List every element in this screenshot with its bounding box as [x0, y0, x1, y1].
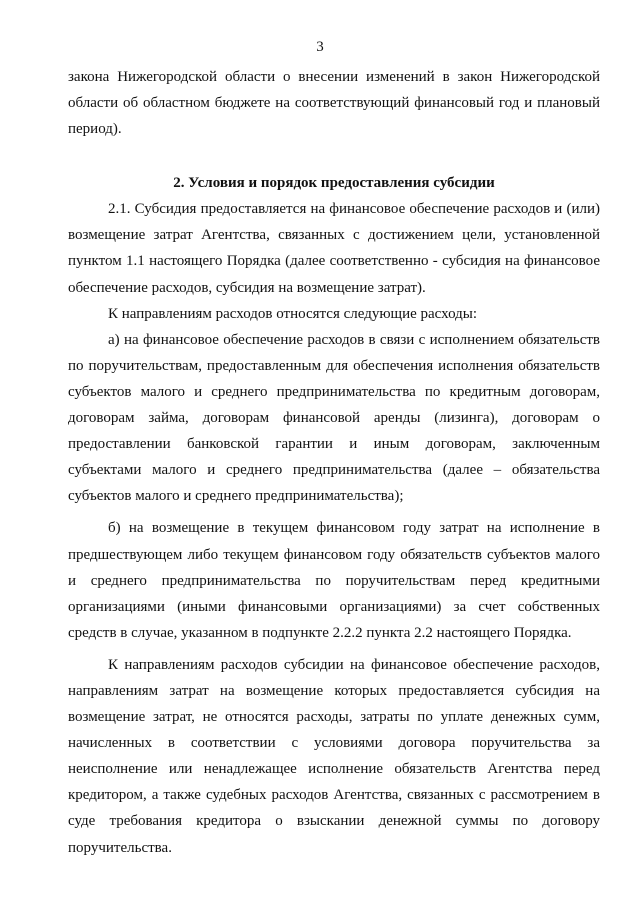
paragraph-expense-directions: К направлениям расходов относятся следующие расходы:	[108, 305, 478, 322]
paragraph-2-1: 2.1. Субсидия предоставляется на финансовое обеспечение расходов и (или) возмещение затрат Агентства, связанных с достижением цели, установленной пунктом 1.1 настоящего Порядка (далее соответственно - субсидия на финансовое обеспечение расходов, субсидия на возмещение затрат).	[68, 201, 600, 296]
paragraph-item-a: а) на финансовое обеспечение расходов в связи с исполнением обязательств по поручительствам, предоставленным для обеспечения исполнения обязательств субъектов малого и среднего предпринимательства по кредитным договорам, договорам займа, договорам финансовой аренды (лизинга), договорам о предоставлении банковской гарантии и иным договорам, заключенным субъектами малого и среднего предпринимательства (далее – обязательства субъектов малого и среднего предпринимательства);	[68, 331, 600, 505]
paragraph-exclusions: К направлениям расходов субсидии на финансовое обеспечение расходов, направлениям затрат на возмещение которых предоставляется субсидия на возмещение затрат, не относятся расходы, затраты по уплате денежных сумм, начисленных в соответствии с условиями договора поручительства за неисполнение или ненадлежащее исполнение обязательств Агентства перед кредитором, а также судебных расходов Агентства, связанных с рассмотрением в суде требования кредитора о взыскании денежной суммы по договору поручительства.	[68, 656, 600, 856]
section-heading: 2. Условия и порядок предоставления субсидии	[173, 175, 495, 192]
page-content	[68, 64, 600, 861]
page-number: 3	[316, 39, 324, 55]
paragraph-item-b: б) на возмещение в текущем финансовом году затрат на исполнение в предшествующем либо текущем финансовом году обязательств субъектов малого и среднего предпринимательства по поручительствам перед кредитными организациями (иными финансовыми организациями) за счет собственных средств в случае, указанном в подпункте 2.2.2 пункта 2.2 настоящего Порядка.	[68, 520, 600, 641]
intro-paragraph: закона Нижегородской области о внесении изменений в закон Нижегородской области об областном бюджете на соответствующий финансовый год и плановый период).	[68, 69, 600, 138]
